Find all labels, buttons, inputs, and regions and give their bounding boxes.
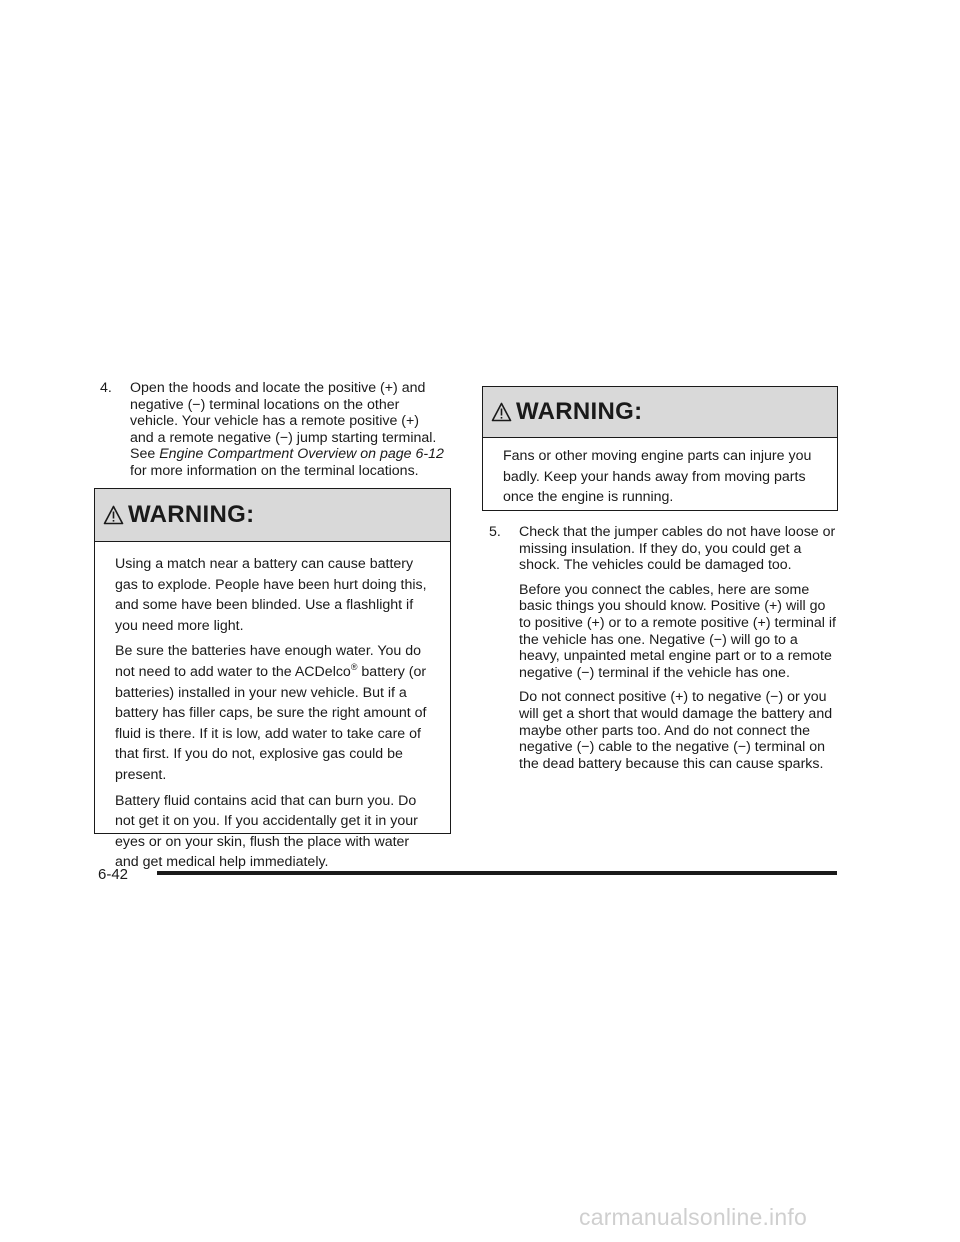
warning-text: battery (or batteries) installed in your new vehicle. But if a battery has filler caps, be sure the right amount of fluid is there. If it is low, add water to take care of that first. If you do not, explosive gas could be present. — [115, 663, 427, 783]
step-4 — [100, 380, 445, 480]
warning-header — [483, 387, 837, 438]
cross-reference-link[interactable]: Engine Compartment Overview on page 6-12 — [159, 446, 444, 463]
warning-paragraph: Using a match near a battery can cause battery gas to explode. People have been hurt doing this, and some have been blinded. Use a flashlight if you need more light. — [115, 556, 427, 634]
step-5-number: 5. — [489, 524, 501, 540]
warning-header — [95, 489, 450, 542]
warning-body — [95, 542, 450, 873]
step-5 — [489, 524, 839, 574]
step-5-paragraph: Before you connect the cables, here are some basic things you should know. Positive (+) will go to positive (+) or to a remote positive (+) terminal if the vehicle has one. Negative (−) will go to a heavy, unpainted metal engine part or to a remote negative (−) terminal if the vehicle has one. — [519, 581, 836, 681]
warning-body — [483, 438, 837, 508]
step-4-after: for more information on the terminal locations. — [130, 462, 419, 479]
page-number: 6-42 — [98, 866, 129, 883]
step-4-text: Open the hoods and locate the positive (+) and negative (−) terminal locations on the other vehicle. Your vehicle has a remote positive (+) and a remote negative (−) jump starting terminal. — [130, 380, 437, 446]
step-5-paragraph: Do not connect positive (+) to negative (−) or you will get a short that would damage the battery and maybe other parts too. And do not connect the negative (−) cable to the negative (−) terminal on the dead battery because this can cause sparks. — [519, 689, 833, 772]
see-label: See — [130, 446, 156, 463]
footer-rule — [157, 871, 837, 875]
warning-title: WARNING: — [128, 501, 255, 528]
warning-box-battery — [94, 488, 451, 871]
step-5-text: Check that the jumper cables do not have loose or missing insulation. If they do, you could get a shock. The vehicles could be damaged too. — [519, 524, 836, 574]
left-column-text — [100, 380, 445, 480]
registered-mark: ® — [350, 661, 358, 672]
right-column-text — [489, 524, 839, 772]
warning-triangle-icon — [103, 505, 124, 530]
warning-box-fans — [482, 386, 838, 511]
warning-paragraph: Fans or other moving engine parts can injure you badly. Keep your hands away from moving parts once the engine is running. — [503, 448, 812, 506]
warning-text: Be sure the batteries have enough water. You do not need to add water to the ACDelco — [115, 643, 422, 680]
step-4-number: 4. — [100, 380, 112, 396]
warning-triangle-icon — [491, 402, 512, 427]
warning-title: WARNING: — [516, 398, 643, 425]
watermark: carmanualsonline.info — [579, 1204, 807, 1230]
warning-paragraph: Battery fluid contains acid that can burn you. Do not get it on you. If you accidentally get it in your eyes or on your skin, flush the place with water and get medical help immediately. — [115, 792, 418, 871]
warning-paragraph — [115, 641, 434, 785]
